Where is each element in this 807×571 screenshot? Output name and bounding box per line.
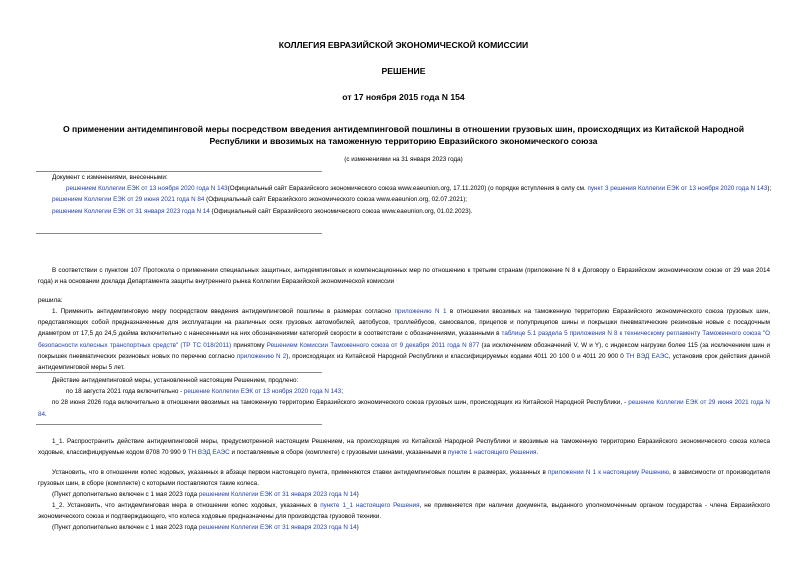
point-1-paragraph: 1. Применить антидемпинговую меру посредством введения антидемпинговой пошлины в размерах согласно приложению N 1 в отношении ввозимых на таможенную территорию Евразийского экономического союза грузовых шин, представляющих собой предназначенные для эксплуатации на различных осях грузовых автомобилей, автобусов, троллейбусов, самосвалов, прицепов и полуприцепов шины и покрышки пневматические резиновые новые с посадочным диаметром от 17,5 до 24,5 дюйма включительно с нанесенными на них обозначениями категорий скорости в соответствии с обозначениями, указанными в таблице 5.1 раздела 5 приложения N 8 к техническому регламенту Таможенного союза "О безопасности колесных транспортных средств" (ТР ТС 018/2011) принятому Решением Комиссии Таможенного союза от 9 декабря 2011 года N 877 (за исключением обозначений V, W и Y), с индексом нагрузки более 115 (за исключением шин и покрышек пневматических резиновых новых по перечню согласно приложению N 2), происходящих из Китайской Народной Республики и классифицируемых кодами 4011 20 100 0 и 4011 20 900 0 ТН ВЭД ЕАЭС, установив срок действия данной антидемпинговой меры 5 лет. <box>38 308 771 372</box>
change-link-3[interactable]: решением Коллегии ЕЭК от 31 января 2023 года N 14 <box>52 207 210 215</box>
appendix-2-link[interactable]: приложению N 2 <box>236 352 287 360</box>
changes-intro: Документ с изменениями, внесенными: <box>52 174 168 181</box>
rates-paragraph: Установить, что в отношении колес ходовых, указанных в абзаце первом настоящего пункта, применяются ставки антидемпинговых пошлин в размерах, указанных в приложении N 1 к настоящему Решению, в зависимости от производителя грузовых шин, в сборе (комплекте) с которыми поставляются такие колеса. <box>38 469 771 488</box>
doc-type: РЕШЕНИЕ <box>381 66 426 76</box>
doc-title-line1: О применении антидемпинговой меры посредством введения антидемпинговой пошлины в отношении грузовых шин, происходящих из Китайской Народной <box>62 124 745 134</box>
validity-link-2[interactable]: решение Коллегии ЕЭК от 29 июня 2021 года N 84 <box>38 399 770 418</box>
tn-ved-link[interactable]: ТН ВЭД ЕАЭС <box>625 352 669 360</box>
divider-validity-top <box>36 372 322 373</box>
changes-block <box>52 172 772 217</box>
validity-line-1: по 18 августа 2021 года включительно - решение Коллегии ЕЭК от 13 ноября 2020 года N 143; <box>66 388 343 396</box>
decided-label: решила: <box>38 297 63 304</box>
preamble-paragraph: В соответствии с пунктом 107 Протокола о применении специальных защитных, антидемпинговых и компенсационных мер по отношению к третьим странам (приложение N 8 к Договору о Евразийском экономическом союзе от 29 мая 2014 года) и на основании доклада Департамента защиты внутреннего рынка Коллегии Евразийской экономической комиссии <box>38 267 770 286</box>
validity-block <box>38 375 770 420</box>
tr-ts-018-link[interactable]: таблице 5.1 раздела 5 приложения N 8 к техническому регламенту Таможенного союза "О безопасности колесных транспортных средств" (ТР ТС 018/2011) <box>38 330 770 349</box>
doc-date-number: от 17 ноября 2015 года N 154 <box>342 92 465 102</box>
change-item-3: решением Коллегии ЕЭК от 31 января 2023 года N 14 (Официальный сайт Евразийского экономического союза www.eaeunion.org, 01.02.2023). <box>52 207 473 215</box>
add-note-1: (Пункт дополнительно включен с 1 мая 2023 года решением Коллегии ЕЭК от 31 января 2023 года N 14) <box>52 491 359 498</box>
add-note-2: (Пункт дополнительно включен с 1 мая 2023 года решением Коллегии ЕЭК от 31 января 2023 года N 14) <box>52 524 359 531</box>
point-1-link[interactable]: пункте 1 настоящего Решения <box>447 449 537 457</box>
point-1-1-paragraph: 1_1. Распространить действие антидемпинговой меры, предусмотренной настоящим Решением, на происходящие из Китайской Народной Республики и ввозимые на таможенную территорию Евразийского экономического союза колеса ходовые, классифицируемые кодом 8708 70 990 9 ТН ВЭД ЕАЭС и поставляемые в сборе (комплекте) с грузовыми шинами, указанными в пункте 1 настоящего Решения. <box>38 438 770 457</box>
change-item-2: решением Коллегии ЕЭК от 29 июня 2021 года N 84 (Официальный сайт Евразийского экономического союза www.eaeunion.org, 02.07.2021); <box>52 196 468 204</box>
validity-line-2: по 28 июня 2026 года включительно в отношении ввозимых на таможенную территорию Евразийского экономического союза грузовых шин, происходящих из Китайской Народной Республики, - решение Коллегии ЕЭК от 29 июня 2021 года N 84. <box>38 399 770 418</box>
changes-note: (с изменениями на 31 января 2023 года) <box>344 156 463 163</box>
divider-bottom <box>36 233 322 234</box>
tn-ved-link-2[interactable]: ТН ВЭД ЕАЭС <box>187 449 230 457</box>
change-link-1b[interactable]: пункт 3 решения Коллегии ЕЭК от 13 ноября 2020 года N 143 <box>587 185 768 193</box>
divider-validity-bottom <box>36 424 322 425</box>
validity-link-1[interactable]: решение Коллегии ЕЭК от 13 ноября 2020 года N 143 <box>183 388 342 396</box>
point-1-2-paragraph: 1_2. Установить, что антидемпинговая мера в отношении колес ходовых, указанных в пункте 1_1 настоящего Решения, не применяется при наличии документа, выданного уполномоченным органом государства - члена Евразийского экономического союза и подтверждающего, что колеса ходовые предназначены для производства грузовой техники. <box>38 502 770 521</box>
doc-title-line2: Республики и ввозимых на таможенную территорию Евразийского экономического союза <box>209 136 598 146</box>
change-link-2[interactable]: решением Коллегии ЕЭК от 29 июня 2021 года N 84 <box>52 196 205 204</box>
org-name: КОЛЛЕГИЯ ЕВРАЗИЙСКОЙ ЭКОНОМИЧЕСКОЙ КОМИССИИ <box>278 40 529 50</box>
point-1-1-link[interactable]: пункте 1_1 настоящего Решения <box>320 502 420 509</box>
validity-intro: Действие антидемпинговой меры, установленной настоящим Решением, продлено: <box>52 377 299 384</box>
add-note-1-link[interactable]: решением Коллегии ЕЭК от 31 января 2023 года N 14 <box>198 491 357 498</box>
kts-877-link[interactable]: Решением Комиссии Таможенного союза от 9 декабря 2011 года N 877 <box>266 341 480 349</box>
change-link-1[interactable]: решением Коллегии ЕЭК от 13 ноября 2020 года N 143 <box>66 185 228 193</box>
change-item-1: решением Коллегии ЕЭК от 13 ноября 2020 года N 143(Официальный сайт Евразийского экономического союза www.eaeunion.org, 17.11.2020) (о порядке вступления в силу см. пункт 3 решения Коллегии ЕЭК от 13 ноября 2020 года N 143); <box>66 185 772 193</box>
appendix-1-link[interactable]: приложению N 1 <box>394 308 447 315</box>
appendix-1-link-2[interactable]: приложении N 1 к настоящему Решению <box>547 469 669 476</box>
add-note-2-link[interactable]: решением Коллегии ЕЭК от 31 января 2023 года N 14 <box>198 524 357 531</box>
